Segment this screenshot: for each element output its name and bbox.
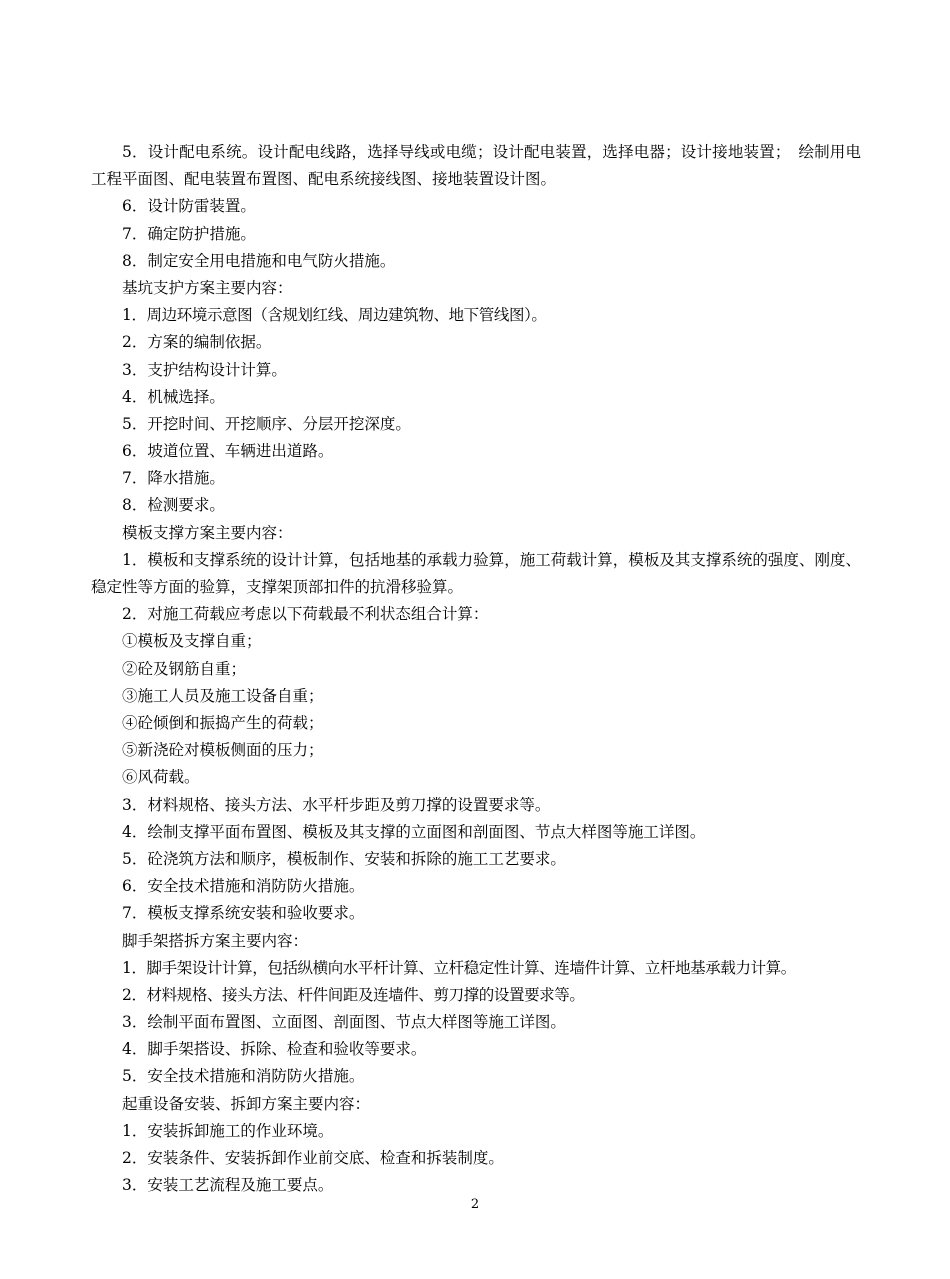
text-line: 8．检测要求。 — [122, 496, 225, 515]
text-line: ⑤新浇砼对模板侧面的压力； — [122, 741, 324, 760]
text-line: 4．绘制支撑平面布置图、模板及其支撑的立面图和剖面图、节点大样图等施工详图。 — [122, 822, 706, 841]
text-line: 6．安全技术措施和消防防火措施。 — [122, 877, 365, 896]
text-line: 8．制定安全用电措施和电气防火措施。 — [122, 251, 396, 270]
text-line: 6．坡道位置、车辆进出道路。 — [122, 442, 334, 461]
text-line: 1．脚手架设计计算，包括纵横向水平杆计算、立杆稳定性计算、连墙件计算、立杆地基承载力计算。 — [122, 958, 796, 977]
document-body — [91, 139, 861, 1199]
text-line: ④砼倾倒和振捣产生的荷载； — [122, 714, 324, 732]
text-line: 3．材料规格、接头方法、水平杆步距及剪刀撑的设置要求等。 — [122, 795, 551, 814]
text-line: 起重设备安装、拆卸方案主要内容： — [122, 1094, 371, 1113]
text-line: 5．开挖时间、开挖顺序、分层开挖深度。 — [122, 414, 411, 433]
text-line: 5．砼浇筑方法和顺序，模板制作、安装和拆除的施工工艺要求。 — [122, 849, 566, 868]
text-line: 3．安装工艺流程及施工要点。 — [122, 1176, 334, 1195]
text-line: 7．确定防护措施。 — [122, 224, 256, 243]
text-line: 2．安装条件、安装拆卸作业前交底、检查和拆装制度。 — [122, 1149, 504, 1167]
text-line: 7．模板支撑系统安装和验收要求。 — [122, 904, 365, 923]
text-line: ①模板及支撑自重； — [122, 632, 262, 651]
text-line: 2．材料规格、接头方法、杆件间距及连墙件、剪刀撑的设置要求等。 — [122, 985, 585, 1004]
text-line: 4．机械选择。 — [122, 387, 225, 406]
text-line: 7．降水措施。 — [122, 469, 225, 488]
text-line: 4．脚手架搭设、拆除、检查和验收等要求。 — [122, 1040, 427, 1059]
text-line: 1．周边环境示意图（含规划红线、周边建筑物、地下管线图）。 — [122, 306, 547, 325]
text-line: 基坑支护方案主要内容： — [122, 278, 293, 297]
page-number: 2 — [470, 1197, 480, 1212]
text-line: 5．设计配电系统。设计配电线路，选择导线或电缆；设计配电装置，选择电器；设计接地装置； 绘制用电工程平面图、配电装置布置图、配电系统接线图、接地装置设计图。 — [91, 143, 861, 189]
text-line: ⑥风荷载。 — [122, 768, 200, 787]
text-line: 2．方案的编制依据。 — [122, 333, 272, 352]
text-line: 1．模板和支撑系统的设计计算，包括地基的承载力验算，施工荷载计算，模板及其支撑系统的强度、刚度、稳定性等方面的验算，支撑架顶部扣件的抗滑移验算。 — [91, 550, 861, 597]
text-line: 模板支撑方案主要内容： — [122, 523, 293, 542]
text-line: 5．安全技术措施和消防防火措施。 — [122, 1067, 365, 1086]
text-line: 6．设计防雷装置。 — [122, 197, 256, 216]
text-line: ②砼及钢筋自重； — [122, 659, 247, 678]
text-line: 脚手架搭拆方案主要内容： — [122, 931, 309, 950]
text-line: ③施工人员及施工设备自重； — [122, 686, 324, 705]
text-line: 2．对施工荷载应考虑以下荷载最不利状态组合计算： — [122, 605, 489, 624]
text-line: 1．安装拆卸施工的作业环境。 — [122, 1121, 334, 1140]
text-line: 3．支护结构设计计算。 — [122, 360, 287, 379]
text-line: 3．绘制平面布置图、立面图、剖面图、节点大样图等施工详图。 — [122, 1013, 566, 1032]
